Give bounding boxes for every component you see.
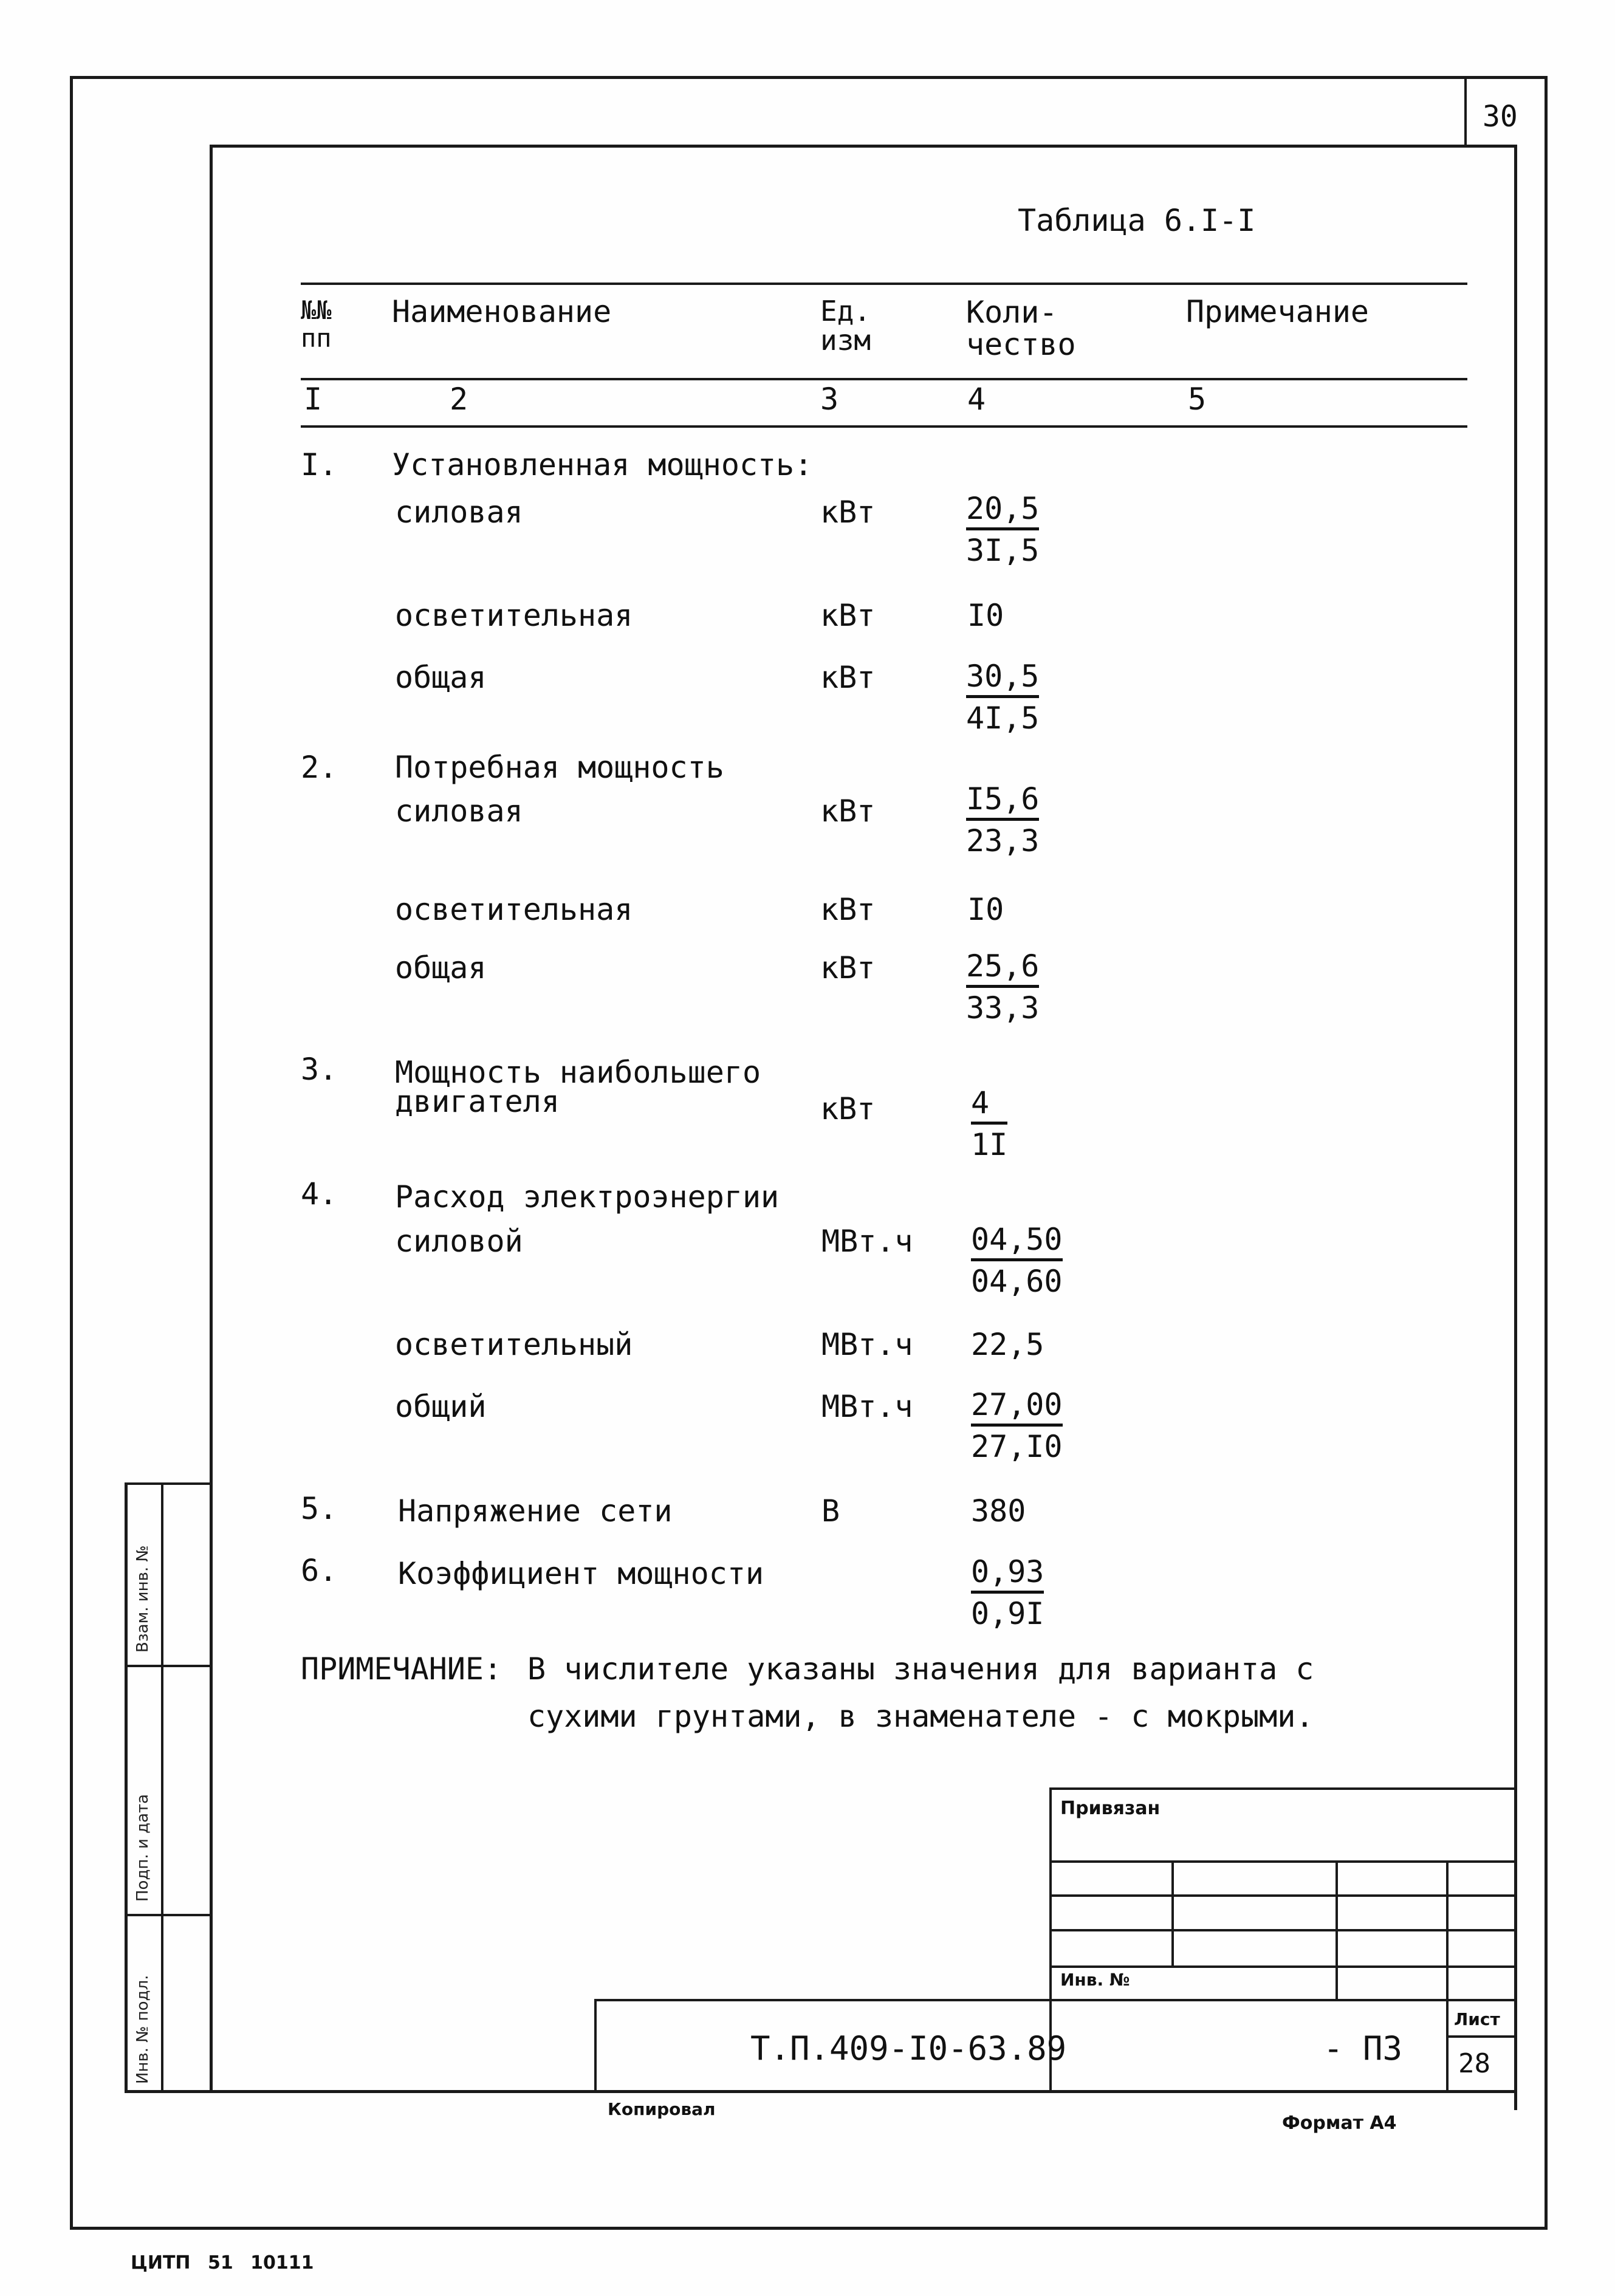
- outer-frame-bottom: [70, 2227, 1548, 2230]
- row-1-unit: кВт: [820, 495, 876, 530]
- outer-frame-top: [70, 76, 1546, 79]
- section-1-title: Установленная мощность:: [392, 447, 813, 482]
- section-3-num: 3.: [301, 1052, 338, 1087]
- title-block-top: [594, 1999, 1517, 2001]
- header-unit: Ед. изм: [820, 295, 871, 357]
- section-4-num: 4.: [301, 1176, 338, 1211]
- col-number-1: I: [304, 382, 323, 417]
- stamp-privyazan: Привязан: [1060, 1798, 1161, 1819]
- table-title: Таблица 6.I-I: [1018, 203, 1256, 238]
- inner-frame-bottom: [125, 2090, 1517, 2093]
- stamp-top-line: [1049, 1787, 1517, 1790]
- row-12-value: [971, 1554, 1044, 1631]
- header-line-top: [301, 283, 1467, 285]
- row-2-value: I0: [967, 598, 1004, 633]
- row-10-denominator: 27,I0: [971, 1429, 1063, 1464]
- footer-copied: Копировал: [608, 2099, 716, 2119]
- title-block-left: [594, 1999, 597, 2091]
- row-3-value: [966, 659, 1040, 736]
- stamp-col-3: [1446, 1860, 1449, 2091]
- side-label-podp: Подп. и дата: [134, 1794, 152, 1902]
- header-note: Примечание: [1186, 294, 1370, 329]
- side-strip-top: [125, 1482, 211, 1485]
- row-9-value: 22,5: [971, 1327, 1044, 1362]
- row-7-numerator: 4: [971, 1088, 1007, 1125]
- row-10-numerator: 27,00: [971, 1390, 1063, 1427]
- inner-frame-left: [210, 145, 213, 2092]
- row-7-value: [971, 1085, 1008, 1162]
- row-2-unit: кВт: [820, 598, 876, 633]
- side-label-vzam: Взам. инв. №: [134, 1545, 152, 1653]
- row-8-denominator: 04,60: [971, 1264, 1063, 1299]
- footer-format: Формат А4: [1282, 2113, 1397, 2134]
- inner-frame-top: [210, 145, 1516, 148]
- row-8-unit: МВт.ч: [821, 1224, 913, 1259]
- section-6-title: Коэффициент мощности: [398, 1556, 764, 1591]
- row-2-name: осветительная: [395, 598, 633, 633]
- row-7-unit: кВт: [820, 1091, 876, 1126]
- row-8-value: [971, 1224, 1063, 1297]
- stamp-inv-no: Инв. №: [1060, 1970, 1130, 1990]
- row-8-numerator: 04,50: [971, 1224, 1063, 1261]
- header-qty: Коли- чество: [966, 295, 1076, 362]
- header-name: Наименование: [392, 294, 612, 329]
- sheet-box-divider: [1446, 2035, 1517, 2038]
- section-5-num: 5.: [301, 1491, 338, 1526]
- footer-printer: ЦИТП 51 10111: [131, 2252, 314, 2274]
- section-4-title: Расход электроэнергии: [395, 1179, 780, 1215]
- note-line-1: В числителе указаны значения для варианта с: [527, 1651, 1314, 1687]
- page-number: 30: [1483, 100, 1518, 134]
- row-4-denominator: 23,3: [966, 823, 1040, 858]
- row-11-unit: В: [821, 1493, 840, 1529]
- row-11-value: 380: [971, 1493, 1026, 1529]
- section-3-title: Мощность наибольшего двигателя: [395, 1055, 761, 1119]
- note-line-2: сухими грунтами, в знаменателе - с мокрыми.: [527, 1699, 1314, 1734]
- stamp-col-2: [1336, 1860, 1338, 2000]
- side-strip-line-1: [125, 1665, 211, 1667]
- section-6-num: 6.: [301, 1553, 338, 1588]
- row-3-numerator: 30,5: [966, 661, 1039, 698]
- note-label: ПРИМЕЧАНИЕ:: [301, 1651, 502, 1687]
- header-line-bottom: [301, 425, 1467, 428]
- row-5-value: I0: [967, 892, 1004, 927]
- row-3-name: общая: [395, 660, 487, 695]
- row-6-value: [966, 948, 1040, 1026]
- row-5-unit: кВт: [820, 892, 876, 927]
- row-6-unit: кВт: [820, 950, 876, 985]
- row-8-name: силовой: [395, 1224, 523, 1259]
- outer-frame-right: [1545, 76, 1548, 2230]
- row-10-value: [971, 1387, 1063, 1464]
- row-4-name: силовая: [395, 793, 523, 829]
- row-1-numerator: 20,5: [966, 493, 1039, 530]
- section-1-num: I.: [301, 447, 338, 482]
- side-strip-divider: [161, 1482, 163, 2093]
- row-12-denominator: 0,9I: [971, 1596, 1044, 1631]
- outer-frame-left: [70, 76, 73, 2230]
- row-9-name: осветительный: [395, 1327, 633, 1362]
- row-3-unit: кВт: [820, 660, 876, 695]
- col-number-3: 3: [820, 382, 839, 417]
- row-10-name: общий: [395, 1389, 487, 1424]
- row-10-unit: МВт.ч: [821, 1389, 913, 1424]
- side-strip-left: [125, 1482, 128, 2093]
- page-number-box-left: [1464, 79, 1467, 147]
- inner-frame-right: [1514, 145, 1517, 2110]
- row-4-unit: кВт: [820, 793, 876, 829]
- row-1-denominator: 3I,5: [966, 533, 1040, 568]
- stamp-col-1: [1171, 1860, 1174, 1967]
- col-number-4: 4: [967, 382, 986, 417]
- header-num: №№ пп: [301, 295, 332, 354]
- section-2-title: Потребная мощность: [395, 750, 724, 785]
- doc-suffix: - ПЗ: [1323, 2029, 1403, 2068]
- row-9-unit: МВт.ч: [821, 1327, 913, 1362]
- row-12-numerator: 0,93: [971, 1557, 1044, 1594]
- row-4-numerator: I5,6: [966, 784, 1039, 821]
- side-label-inv: Инв. № подл.: [134, 1975, 152, 2084]
- row-1-name: силовая: [395, 495, 523, 530]
- row-3-denominator: 4I,5: [966, 701, 1040, 736]
- side-strip-line-2: [125, 1914, 211, 1916]
- doc-code: Т.П.409-I0-63.89: [750, 2029, 1067, 2068]
- col-number-5: 5: [1188, 382, 1207, 417]
- col-number-2: 2: [450, 382, 468, 417]
- row-4-value: [966, 781, 1040, 858]
- sheet-number: 28: [1458, 2048, 1490, 2079]
- row-6-name: общая: [395, 950, 487, 985]
- row-1-value: [966, 493, 1039, 566]
- row-7-denominator: 1I: [971, 1127, 1008, 1162]
- section-5-title: Напряжение сети: [398, 1493, 673, 1529]
- row-6-numerator: 25,6: [966, 951, 1039, 988]
- row-5-name: осветительная: [395, 892, 633, 927]
- sheet-label: Лист: [1454, 2009, 1500, 2029]
- row-6-denominator: 33,3: [966, 990, 1040, 1026]
- header-line-mid: [301, 378, 1467, 380]
- section-2-num: 2.: [301, 750, 338, 785]
